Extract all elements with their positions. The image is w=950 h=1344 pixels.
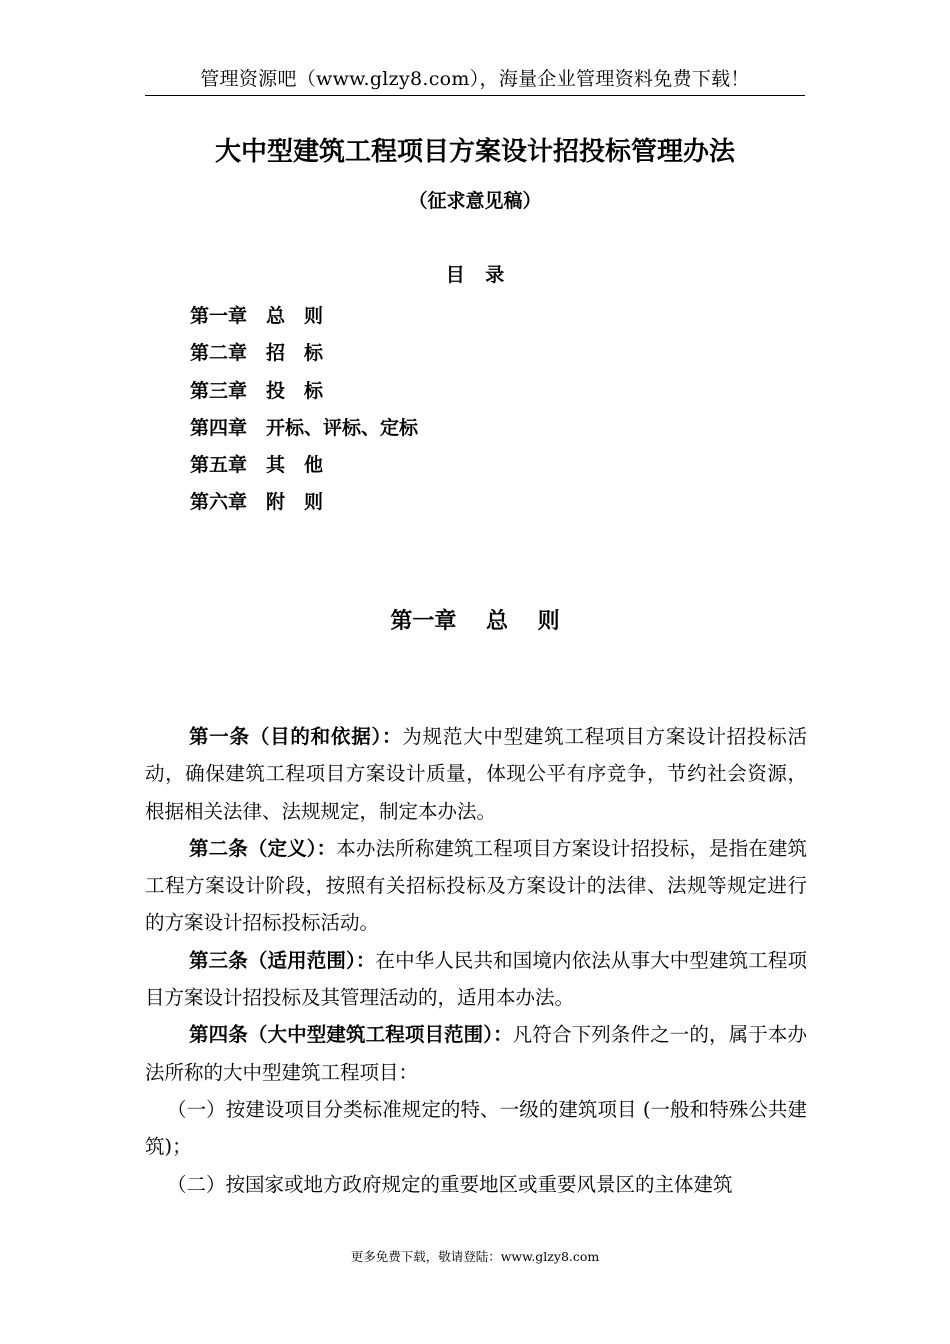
document-subtitle: （征求意见稿） — [408, 190, 542, 212]
footer-text: 更多免费下载，敬请登陆：www.glzy8.com — [350, 1249, 600, 1264]
toc-item: 第六章 附 则 — [190, 491, 324, 514]
article-label: 第四条（大中型建筑工程项目范围）： — [189, 1023, 513, 1047]
list-item: （一）按建设项目分类标准规定的特、一级的建筑项目 (一般和特殊公共建筑)； — [145, 1097, 807, 1159]
chapter-heading: 第一章 总 则 — [390, 609, 560, 634]
article-text: 在中华人民共和国境内依法从事大中型建筑工程项目方案设计招投标及其管理活动的，适用本办法。 — [145, 948, 807, 1010]
article-1 — [145, 718, 807, 830]
article-text: 本办法所称建筑工程项目方案设计招投标，是指在建筑工程方案设计阶段，按照有关招标投标及方案设计的法律、法规等规定进行的方案设计招标投标活动。 — [145, 836, 807, 935]
article-text: 为规范大中型建筑工程项目方案设计招投标活动，确保建筑工程项目方案设计质量，体现公平有序竞争，节约社会资源，根据相关法律、法规规定，制定本办法。 — [145, 725, 807, 823]
toc-item: 第二章 招 标 — [190, 342, 324, 365]
toc-item: 第三章 投 标 — [190, 379, 324, 402]
article-2 — [145, 830, 807, 942]
table-of-contents — [190, 298, 418, 522]
header-text: 管理资源吧（www.glzy8.com），海量企业管理资料免费下载！ — [200, 68, 750, 90]
toc-item: 第四章 开标、评标、定标 — [190, 416, 419, 439]
document-body — [145, 718, 807, 1203]
article-4 — [145, 1016, 807, 1091]
article-text: 凡符合下列条件之一的，属于本办法所称的大中型建筑工程项目： — [145, 1023, 807, 1084]
list-item: （二）按国家或地方政府规定的重要地区或重要风景区的主体建筑 — [167, 1172, 733, 1196]
article-label: 第二条（定义）： — [189, 836, 337, 860]
toc-item: 第一章 总 则 — [190, 305, 324, 327]
article-label: 第三条（适用范围）： — [189, 948, 376, 972]
article-3 — [145, 942, 807, 1017]
article-label: 第一条（目的和依据）： — [189, 725, 403, 748]
document-title: 大中型建筑工程项目方案设计招投标管理办法 — [214, 137, 735, 167]
page-header — [145, 64, 805, 96]
toc-item: 第五章 其 他 — [190, 454, 324, 477]
page-footer — [0, 1248, 950, 1266]
toc-heading: 目 录 — [445, 264, 505, 286]
